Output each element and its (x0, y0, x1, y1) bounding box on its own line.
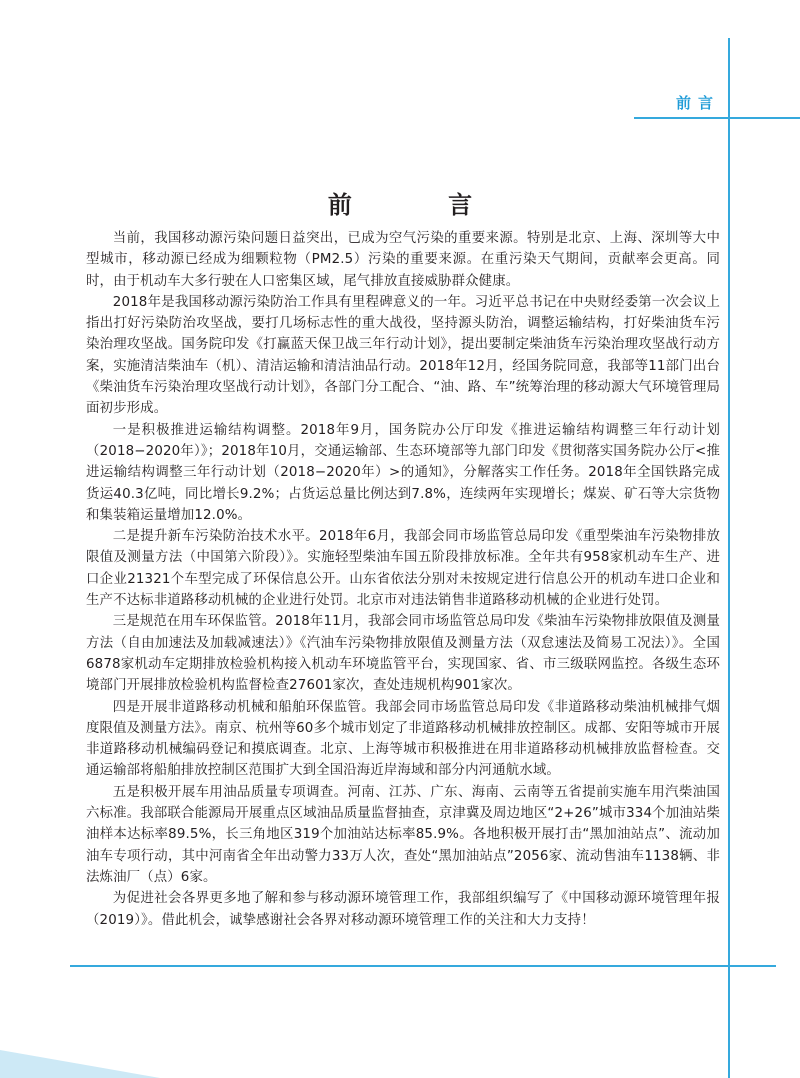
paragraph-2: 2018年是我国移动源污染防治工作具有里程碑意义的一年。习近平总书记在中央财经委第一次会议上指出打好污染防治攻坚战，要打几场标志性的重大战役，坚持源头防治，调整运输结构，打好柴油货车污染治理攻坚战。国务院印发《打赢蓝天保卫战三年行动计划》，提出要制定柴油货车污染治理攻坚战行动方案，实施清洁柴油车（机）、清洁运输和清洁油品行动。2018年12月，经国务院同意，我部等11部门出台《柴油货车污染治理攻坚战行动计划》，各部门分工配合、“油、路、车”统筹治理的移动源大气环境管理局面初步形成。 (86, 294, 720, 417)
paragraph-4: 二是提升新车污染防治技术水平。2018年6月，我部会同市场监管总局印发《重型柴油车污染物排放限值及测量方法（中国第六阶段）》。实施轻型柴油车国五阶段排放标准。全年共有958家机动车生产、进口企业21321个车型完成了环保信息公开。山东省依法分别对未按规定进行信息公开的机动车进口企业和生产不达标非道路移动机械的企业进行处罚。北京市对违法销售非道路移动机械的企业进行处罚。 (86, 529, 720, 609)
paragraph-7: 五是积极开展车用油品质量专项调查。河南、江苏、广东、海南、云南等五省提前实施车用汽柴油国六标准。我部联合能源局开展重点区域油品质量监督抽查，京津冀及周边地区“2+26”城市334个加油站柴油样本达标率89.5%，长三角地区319个加油站达标率85.9%。各地积极开展打击“黑加油站点”、流动加油车专项行动，其中河南省全年出动警力33万人次，查处“黑加油站点”2056家、流动售油车1138辆、非法炼油厂（点）6家。 (86, 784, 720, 885)
header-rule (634, 117, 800, 119)
preface-body (86, 228, 720, 931)
corner-decoration (0, 1050, 160, 1078)
paragraph-1: 当前，我国移动源污染问题日益突出，已成为空气污染的重要来源。特别是北京、上海、深圳等大中型城市，移动源已经成为细颗粒物（PM2.5）污染的重要来源。在重污染天气期间，贡献率会更高。同时，由于机动车大多行驶在人口密集区域，尾气排放直接威胁群众健康。 (86, 231, 720, 289)
paragraph-3: 一是积极推进运输结构调整。2018年9月，国务院办公厅印发《推进运输结构调整三年行动计划（2018−2020年）》；2018年10月，交通运输部、生态环境部等九部门印发《贯彻落实国务院办公厅<推进运输结构调整三年行动计划（2018−2020年）>的通知》，分解落实工作任务。2018年全国铁路完成货运40.3亿吨，同比增长9.2%；占货运总量比例达到7.8%，连续两年实现增长；煤炭、矿石等大宗货物和集装箱运量增加12.0%。 (86, 422, 720, 523)
paragraph-8: 为促进社会各界更多地了解和参与移动源环境管理工作，我部组织编写了《中国移动源环境管理年报（2019）》。借此机会，诚挚感谢社会各界对移动源环境管理工作的关注和大力支持！ (86, 891, 720, 928)
paragraph-6: 四是开展非道路移动机械和船舶环保监管。我部会同市场监管总局印发《非道路移动柴油机械排气烟度限值及测量方法》。南京、杭州等60多个城市划定了非道路移动机械排放控制区。成都、安阳等城市开展非道路移动机械编码登记和摸底调查。北京、上海等城市积极推进在用非道路移动机械排放监督检查。交通运输部将船舶排放控制区范围扩大到全国沿海近岸海域和部分内河通航水域。 (86, 699, 720, 779)
running-header: 前言 (676, 94, 721, 112)
page-title: 前 言 (327, 190, 517, 220)
footer-rule (70, 965, 776, 967)
paragraph-5: 三是规范在用车环保监管。2018年11月，我部会同市场监管总局印发《柴油车污染物排放限值及测量方法（自由加速法及加载减速法）》《汽油车污染物排放限值及测量方法（双怠速法及简易工况法）》。全国6878家机动车定期排放检验机构接入机动车环境监管平台，实现国家、省、市三级联网监控。各级生态环境部门开展排放检验机构监督检查27601家次，查处违规机构901家次。 (86, 614, 720, 694)
